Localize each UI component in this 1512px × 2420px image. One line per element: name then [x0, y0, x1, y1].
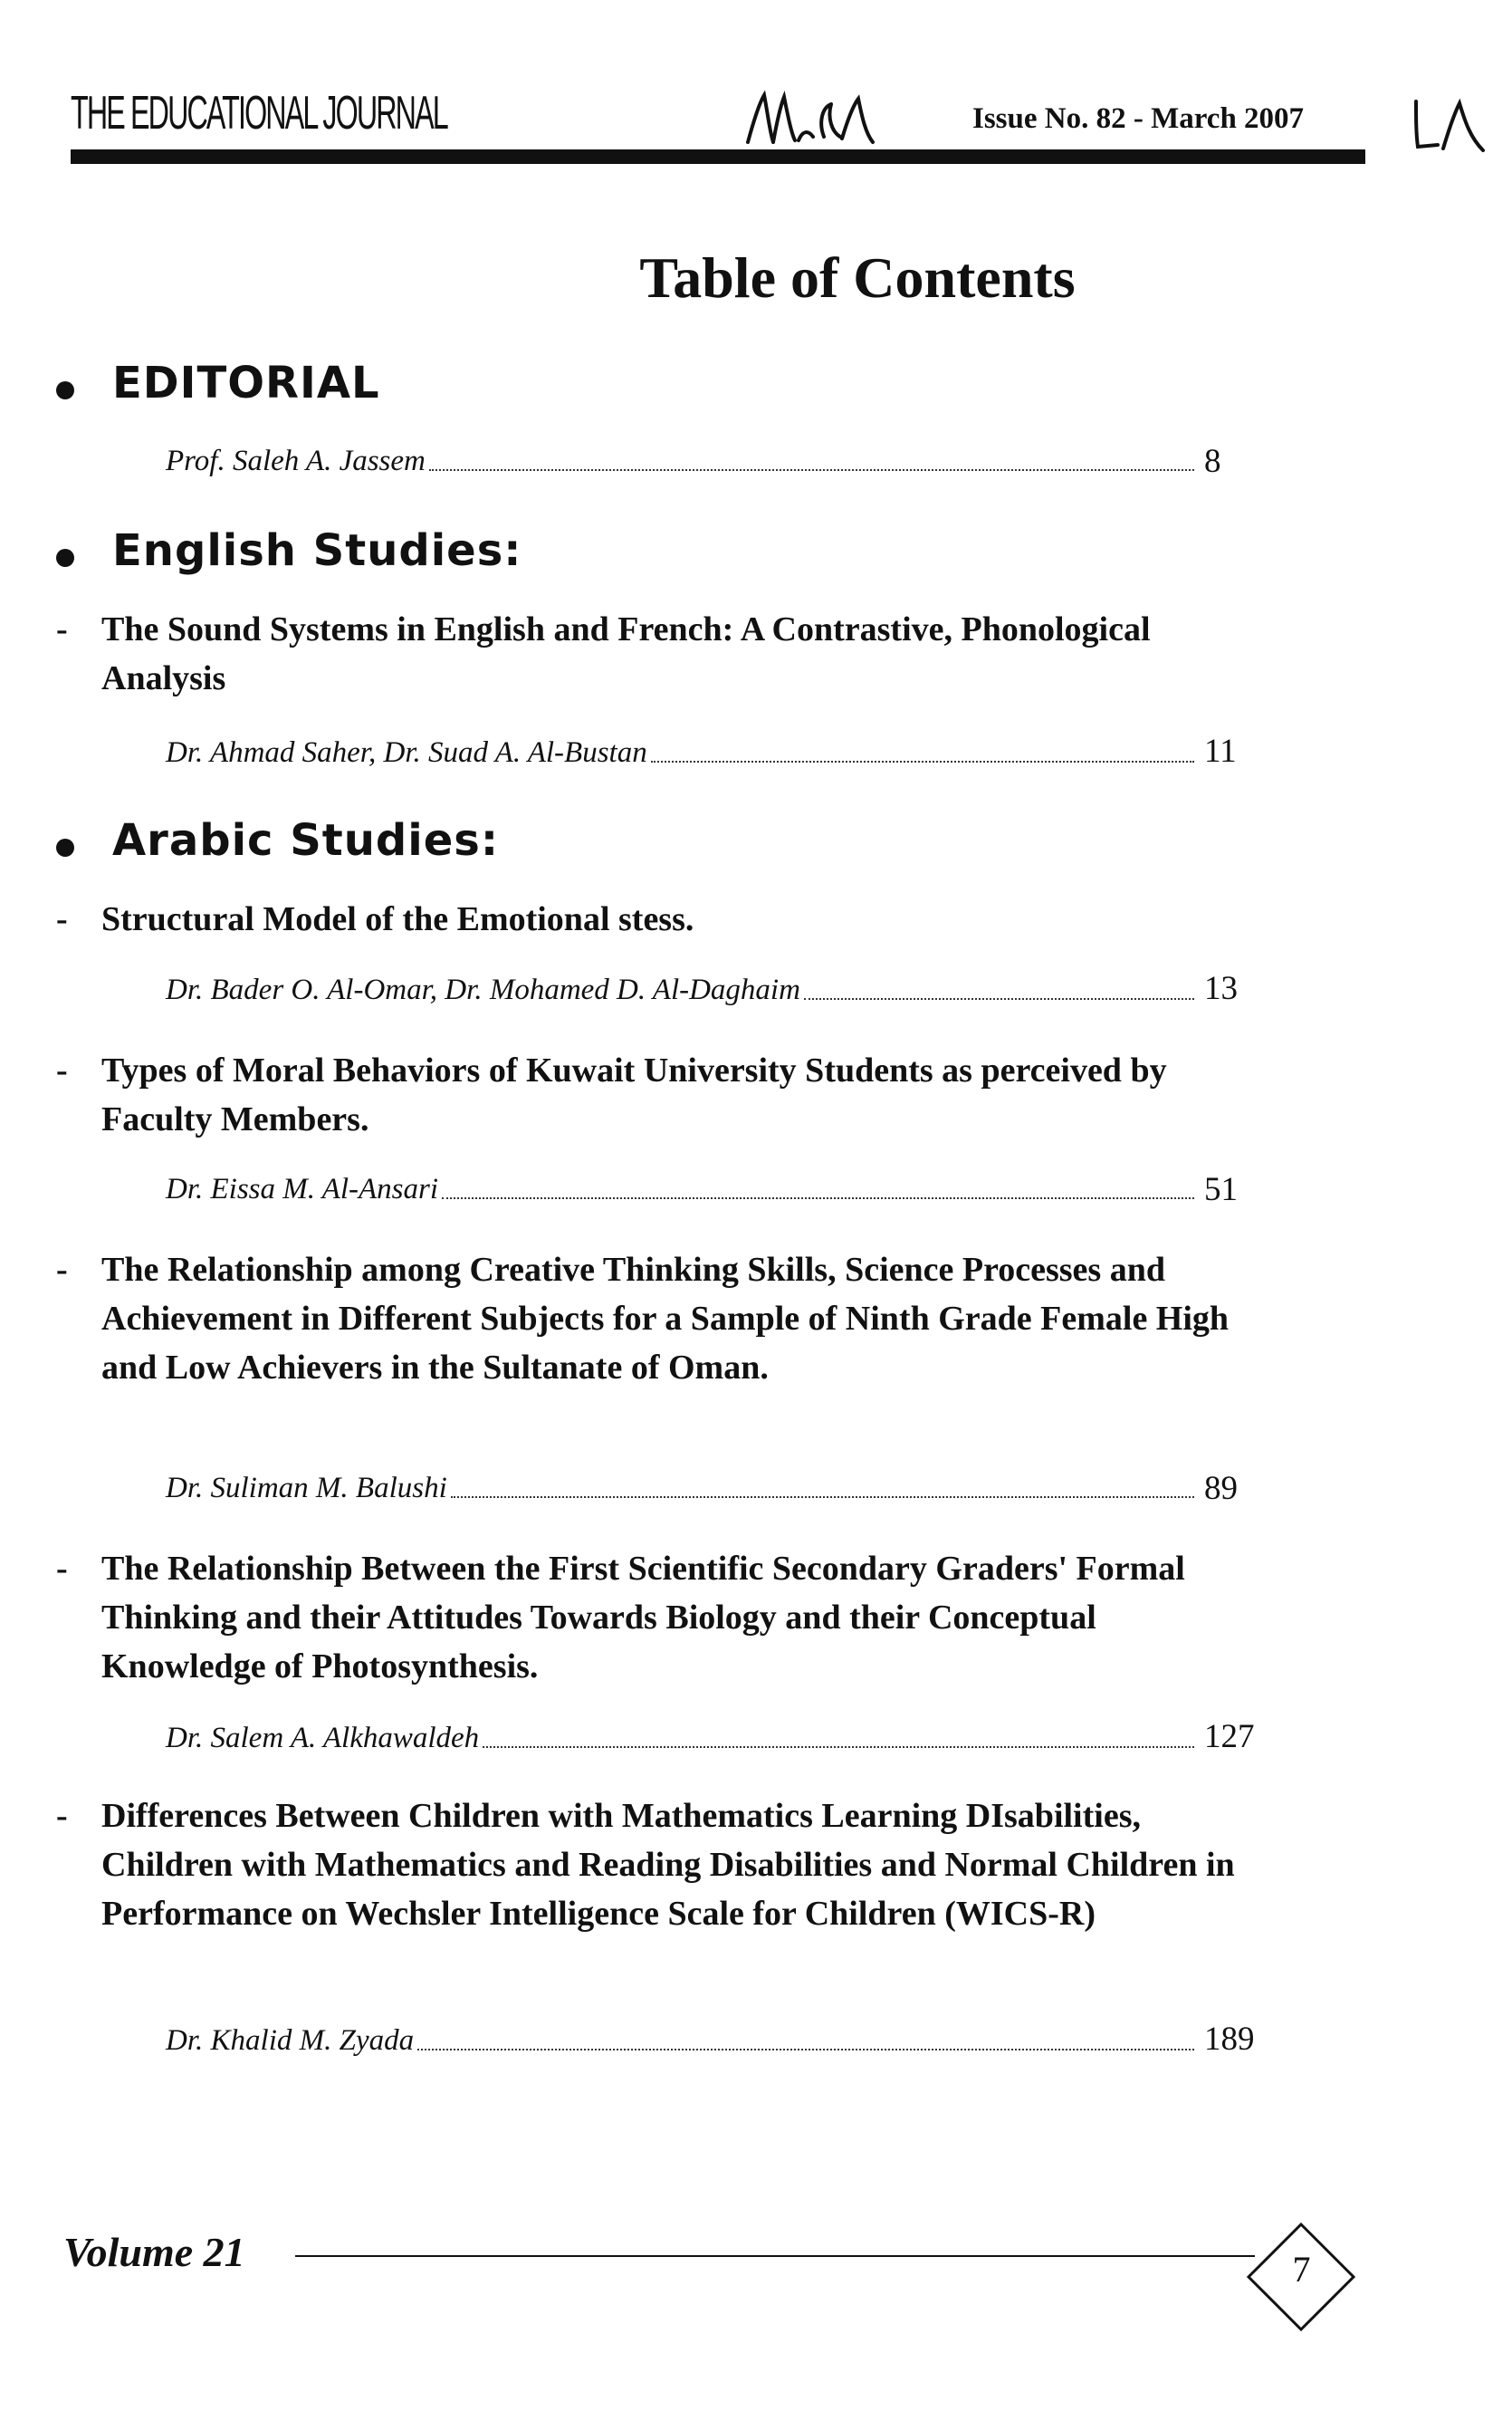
dot-leader [451, 1495, 1194, 1498]
section-label: EDITORIAL [112, 358, 380, 408]
section-label: English Studies: [112, 525, 522, 576]
entry-author: Dr. Salem A. Alkhawaldeh [166, 1722, 480, 1754]
dot-leader [442, 1196, 1194, 1199]
entry-author: Dr. Ahmad Saher, Dr. Suad A. Al-Bustan [166, 736, 647, 769]
bullet-icon [56, 381, 74, 399]
page-title-text: Table of Contents [639, 245, 1076, 310]
entry-author: Dr. Eissa M. Al-Ansari [166, 1173, 438, 1205]
section-arabic-studies [56, 815, 499, 866]
entry-page-number: 189 [1204, 2021, 1255, 2058]
page-title [0, 245, 1512, 312]
page-number-badge [1245, 2221, 1358, 2334]
handwritten-initials-icon [1411, 98, 1492, 152]
section-label: Arabic Studies: [112, 815, 500, 866]
entry-author: Dr. Suliman M. Balushi [166, 1472, 447, 1504]
entry-page-number: 13 [1204, 970, 1238, 1007]
toc-entry-title: - The Relationship among Creative Thinking Skills, Science Processes and Achievement in Different Subjects for a Sample of Ninth Grade Female High and Low Achievers in the Sultanate of Oman. [56, 1251, 1230, 1387]
toc-entry-title: - The Relationship Between the First Scientific Secondary Graders' Formal Thinking and their Attitudes Towards Biology and their Conceptual Knowledge of Photosynthesis. [56, 1550, 1185, 1685]
bullet-icon [56, 839, 74, 857]
toc-entry-author-line [166, 1460, 1198, 1505]
dot-leader [483, 1745, 1194, 1748]
dot-leader [417, 2048, 1194, 2050]
section-editorial [56, 358, 380, 408]
page-header [71, 86, 1365, 169]
dot-leader [429, 468, 1194, 471]
toc-entry-title: - Structural Model of the Emotional stess. [56, 900, 694, 938]
volume-label: Volume 21 [63, 2229, 245, 2275]
footer-rule [295, 2255, 1255, 2257]
bullet-icon [56, 549, 74, 567]
entry-author: Dr. Bader O. Al-Omar, Dr. Mohamed D. Al-Daghaim [166, 974, 800, 1006]
entry-author: Dr. Khalid M. Zyada [166, 2024, 415, 2057]
toc-entry-author-line [166, 433, 1198, 478]
entry-page-number: 11 [1204, 733, 1237, 770]
toc-entry-author-line [166, 962, 1198, 1007]
toc-entry-title: - The Sound Systems in English and French: A Contrastive, Phonological Analysis [56, 610, 1151, 697]
entry-page-number: 127 [1204, 1718, 1255, 1755]
toc-entry-author-line [166, 1161, 1198, 1206]
dot-leader [804, 997, 1194, 1000]
toc-entry-title: - Differences Between Children with Mathematics Learning DIsabilities, Children with Mathematics and Reading Disabilities and Normal Children in Performance on Wechsler Intelligence Scale for Children (WICS-R) [56, 1797, 1235, 1933]
handwritten-mark-icon [741, 86, 876, 158]
header-rule [71, 149, 1365, 164]
entry-page-number: 51 [1204, 1171, 1238, 1208]
entry-page-number: 89 [1204, 1470, 1238, 1507]
issue-info: Issue No. 82 - March 2007 [972, 102, 1305, 135]
section-english-studies [56, 525, 522, 576]
journal-name: THE EDUCATIONAL JOURNAL [71, 87, 447, 139]
toc-entry-author-line [166, 725, 1198, 770]
entry-author: Prof. Saleh A. Jassem [166, 445, 426, 477]
toc-entry-title: - Types of Moral Behaviors of Kuwait University Students as perceived by Faculty Members. [56, 1052, 1167, 1138]
page-number: 7 [1292, 2249, 1311, 2290]
entry-page-number: 8 [1204, 443, 1221, 480]
toc-entry-author-line [166, 2012, 1198, 2058]
toc-entry-author-line [166, 1710, 1198, 1755]
dot-leader [651, 760, 1194, 763]
